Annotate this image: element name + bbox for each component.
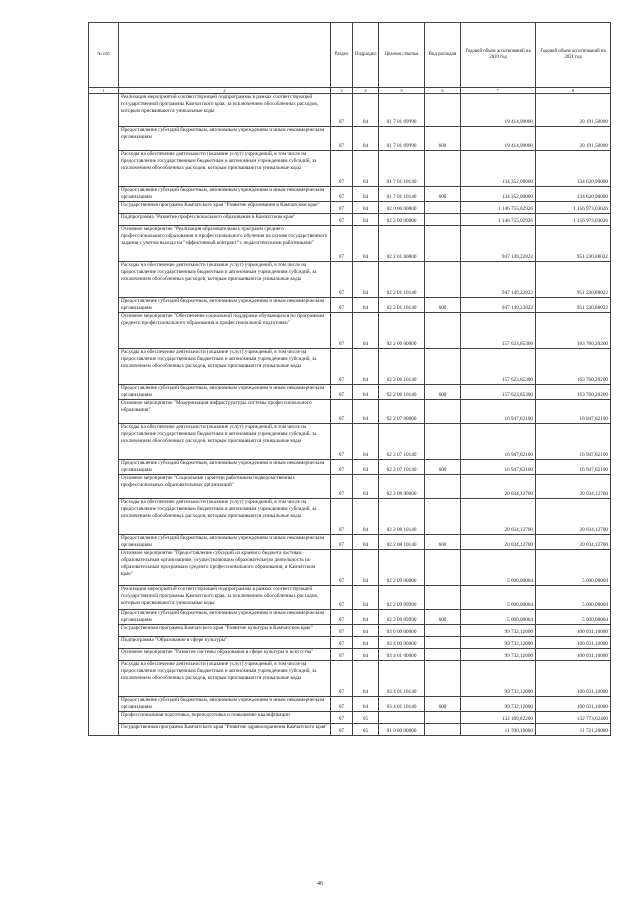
razdel-code: 07 (331, 385, 353, 400)
podrazdel-code: 04 (353, 151, 379, 187)
table-row (89, 499, 611, 535)
target-article-code: 02 2 06 00000 (379, 313, 425, 349)
table-row (89, 187, 611, 202)
item-name: Предоставление субсидий бюджетным, автономным учреждениям и иным некоммерческим организациям (119, 127, 331, 151)
podrazdel-code: 04 (353, 475, 379, 499)
expense-type-code: 600 (425, 127, 461, 151)
amount-2020: 20 034,12700 (461, 475, 536, 499)
razdel-code: 07 (331, 550, 353, 586)
amount-2020: 5 000,00004 (461, 550, 536, 586)
amount-2020: 11 700,10000 (461, 724, 536, 736)
expense-type-code: 600 (425, 610, 461, 625)
table-row (89, 661, 611, 697)
amount-2021: 100 031,16000 (536, 649, 611, 661)
podrazdel-code: 04 (353, 610, 379, 625)
podrazdel-code: 04 (353, 586, 379, 610)
amount-2020: 134 352,00000 (461, 151, 536, 187)
item-name: Расходы на обеспечение деятельности (оказание услуг) учреждений, в том числе на предоставление государственным бюджетным и автономным учреждениям субсидий, за исключением обособленных расходов, которым присваиваются уникальные коды (119, 424, 331, 460)
row-num-cell (89, 349, 119, 385)
column-number: 8 (536, 88, 611, 94)
podrazdel-code: 04 (353, 226, 379, 262)
table-row (89, 262, 611, 298)
razdel-code: 07 (331, 637, 353, 649)
item-name: Основное мероприятие "Обеспечение социальной поддержки обучающихся по программам среднего профессионального образования и профессиональной подготовки" (119, 313, 331, 349)
razdel-code: 07 (331, 400, 353, 424)
amount-2020: 134 352,00000 (461, 187, 536, 202)
podrazdel-code: 04 (353, 127, 379, 151)
expense-type-code (425, 724, 461, 736)
razdel-code: 07 (331, 94, 353, 127)
row-num-cell (89, 637, 119, 649)
target-article-code: 02 2 09 00000 (379, 550, 425, 586)
item-name: Предоставление субсидий бюджетным, автономным учреждениям и иным некоммерческим организациям (119, 298, 331, 313)
amount-2020: 16 947,82100 (461, 424, 536, 460)
row-num-cell (89, 550, 119, 586)
razdel-code: 07 (331, 610, 353, 625)
row-num-cell (89, 649, 119, 661)
podrazdel-code: 04 (353, 460, 379, 475)
header-podrazdel: Подраздел (353, 23, 379, 88)
expense-type-code (425, 424, 461, 460)
target-article-code: 02 2 08 00000 (379, 475, 425, 499)
row-num-cell (89, 202, 119, 214)
table-row (89, 202, 611, 214)
amount-2020: 157 623,85300 (461, 313, 536, 349)
amount-2021: 20 034,12700 (536, 499, 611, 535)
podrazdel-code: 04 (353, 637, 379, 649)
column-number: 7 (461, 88, 536, 94)
target-article-code: 02 2 08 10140 (379, 535, 425, 550)
target-article-code: 02 2 07 10140 (379, 424, 425, 460)
row-num-cell (89, 400, 119, 424)
column-number: 2 (119, 88, 331, 94)
target-article-code: 02 2 06 10140 (379, 349, 425, 385)
expense-type-code (425, 475, 461, 499)
podrazdel-code: 04 (353, 550, 379, 586)
podrazdel-code: 04 (353, 298, 379, 313)
target-article-code: 02 2 06 10140 (379, 385, 425, 400)
expense-type-code (425, 499, 461, 535)
amount-2020: 1 146 755,02926 (461, 202, 536, 214)
column-number: 6 (425, 88, 461, 94)
row-num-cell (89, 460, 119, 475)
amount-2020: 99 732,12000 (461, 697, 536, 712)
expense-type-code (425, 214, 461, 226)
razdel-code: 07 (331, 262, 353, 298)
podrazdel-code: 05 (353, 712, 379, 724)
item-name: Профессиональная подготовка, переподготовка и повышение квалификации (119, 712, 331, 724)
razdel-code: 07 (331, 649, 353, 661)
podrazdel-code: 04 (353, 535, 379, 550)
razdel-code: 07 (331, 586, 353, 610)
expense-type-code (425, 226, 461, 262)
row-num-cell (89, 697, 119, 712)
header-expense-type: Вид расходов (425, 23, 461, 88)
item-name: Государственная программа Камчатского края "Развитие здравоохранения Камчатского края" (119, 724, 331, 736)
header-target-article: Целевая статья (379, 23, 425, 88)
table-row (89, 649, 611, 661)
amount-2020: 157 623,85300 (461, 349, 536, 385)
target-article-code: 03 4 01 00000 (379, 649, 425, 661)
table-row (89, 226, 611, 262)
expense-type-code (425, 661, 461, 697)
column-number: 5 (379, 88, 425, 94)
row-num-cell (89, 712, 119, 724)
podrazdel-code: 04 (353, 661, 379, 697)
amount-2021: 100 031,16000 (536, 661, 611, 697)
amount-2021: 5 000,00004 (536, 610, 611, 625)
amount-2020: 157 623,85300 (461, 385, 536, 400)
expense-type-code (425, 400, 461, 424)
amount-2020: 132 189,82200 (461, 712, 536, 724)
row-num-cell (89, 625, 119, 637)
razdel-code: 07 (331, 202, 353, 214)
expense-type-code (425, 625, 461, 637)
table-row (89, 625, 611, 637)
razdel-code: 07 (331, 697, 353, 712)
table-row (89, 697, 611, 712)
amount-2021: 951 230,88022 (536, 226, 611, 262)
amount-2020: 16 947,82100 (461, 460, 536, 475)
amount-2021: 951 230,88022 (536, 298, 611, 313)
amount-2021: 1 156 973,03026 (536, 214, 611, 226)
item-name: Расходы на обеспечение деятельности (оказание услуг) учреждений, в том числе на предоставление государственным бюджетным и автономным учреждениям субсидий, за исключением обособленных расходов, которым присваиваются уникальные коды (119, 151, 331, 187)
row-num-cell (89, 610, 119, 625)
budget-table-sheet (88, 22, 610, 736)
razdel-code: 07 (331, 661, 353, 697)
expense-type-code: 600 (425, 187, 461, 202)
amount-2021: 20 034,12700 (536, 475, 611, 499)
target-article-code: 02 2 01 10140 (379, 262, 425, 298)
podrazdel-code: 04 (353, 385, 379, 400)
row-num-cell (89, 151, 119, 187)
expense-type-code: 600 (425, 298, 461, 313)
razdel-code: 07 (331, 712, 353, 724)
amount-2021: 5 000,00004 (536, 550, 611, 586)
expense-type-code (425, 313, 461, 349)
amount-2021: 100 031,16000 (536, 637, 611, 649)
table-row (89, 385, 611, 400)
razdel-code: 07 (331, 226, 353, 262)
table-row (89, 460, 611, 475)
target-article-code: 02 0 00 00000 (379, 202, 425, 214)
row-num-cell (89, 262, 119, 298)
razdel-code: 07 (331, 625, 353, 637)
row-num-cell (89, 385, 119, 400)
podrazdel-code: 04 (353, 400, 379, 424)
target-article-code: 02 2 08 10140 (379, 499, 425, 535)
amount-2020: 99 732,12000 (461, 637, 536, 649)
amount-2021: 100 031,16000 (536, 697, 611, 712)
amount-2021: 11 721,20000 (536, 724, 611, 736)
table-row (89, 586, 611, 610)
amount-2020: 99 732,12000 (461, 625, 536, 637)
razdel-code: 07 (331, 460, 353, 475)
expense-type-code: 600 (425, 697, 461, 712)
header-year-2020: Годовой объем ассигнований на 2020 год (461, 23, 536, 88)
target-article-code: 02 2 01 10140 (379, 298, 425, 313)
amount-2021: 1 156 973,03026 (536, 202, 611, 214)
row-num-cell (89, 214, 119, 226)
expense-type-code (425, 712, 461, 724)
target-article-code: 01 7 01 09990 (379, 94, 425, 127)
table-row (89, 724, 611, 736)
target-article-code: 03 4 01 10140 (379, 697, 425, 712)
target-article-code: 01 7 01 10140 (379, 151, 425, 187)
item-name: Основное мероприятие "Реализация образовательных программ среднего профессионального образования и профессионального обучения на основе государственного задания с учетом выхода на "эффективный контракт" с педагогическими работниками" (119, 226, 331, 262)
amount-2021: 16 947,82100 (536, 460, 611, 475)
amount-2020: 19 414,90000 (461, 94, 536, 127)
amount-2020: 19 414,90000 (461, 127, 536, 151)
header-name (119, 23, 331, 88)
item-name: Предоставление субсидий бюджетным, автономным учреждениям и иным некоммерческим организациям (119, 697, 331, 712)
item-name: Реализация мероприятий соответствующей подпрограммы в рамках соответствующей государственной программы Камчатского края, за исключением обособленных расходов, которым присваиваются уникальные коды (119, 586, 331, 610)
amount-2021: 132 773,62400 (536, 712, 611, 724)
row-num-cell (89, 313, 119, 349)
table-row (89, 151, 611, 187)
row-num-cell (89, 127, 119, 151)
item-name: Предоставление субсидий бюджетным, автономным учреждениям и иным некоммерческим организациям (119, 535, 331, 550)
expense-type-code: 600 (425, 535, 461, 550)
amount-2021: 16 947,82100 (536, 424, 611, 460)
expense-type-code (425, 262, 461, 298)
expense-type-code: 600 (425, 385, 461, 400)
item-name: Предоставление субсидий бюджетным, автономным учреждениям и иным некоммерческим организациям (119, 187, 331, 202)
header-razdel: Раздел (331, 23, 353, 88)
row-num-cell (89, 475, 119, 499)
amount-2021: 951 230,88022 (536, 262, 611, 298)
amount-2021: 163 760,20200 (536, 349, 611, 385)
table-row (89, 550, 611, 586)
expense-type-code (425, 151, 461, 187)
table-row (89, 535, 611, 550)
item-name: Основное мероприятие "Развитие системы образования в сфере культуры и искусства" (119, 649, 331, 661)
amount-2021: 20 034,12700 (536, 535, 611, 550)
row-num-cell (89, 724, 119, 736)
amount-2021: 5 000,00004 (536, 586, 611, 610)
expense-type-code (425, 649, 461, 661)
item-name: Основное мероприятие "Предоставление субсидий из краевого бюджета частным образовательным организациям, осуществляющим образовательную деятельность по образовательным программам среднего профессионального образования, в Камчатском крае" (119, 550, 331, 586)
amount-2020: 20 034,12700 (461, 499, 536, 535)
podrazdel-code: 04 (353, 94, 379, 127)
table-header-row (89, 23, 611, 88)
target-article-code: 02 2 01 00000 (379, 226, 425, 262)
razdel-code: 07 (331, 724, 353, 736)
table-row (89, 94, 611, 127)
expense-type-code (425, 550, 461, 586)
podrazdel-code: 04 (353, 262, 379, 298)
amount-2021: 163 760,20200 (536, 385, 611, 400)
amount-2020: 5 000,00004 (461, 610, 536, 625)
item-name: Предоставление субсидий бюджетным, автономным учреждениям и иным некоммерческим организациям (119, 385, 331, 400)
amount-2020: 20 034,12700 (461, 535, 536, 550)
item-name: Предоставление субсидий бюджетным, автономным учреждениям и иным некоммерческим организациям (119, 460, 331, 475)
table-row (89, 400, 611, 424)
razdel-code: 07 (331, 535, 353, 550)
podrazdel-code: 05 (353, 724, 379, 736)
table-row (89, 349, 611, 385)
item-name: Расходы на обеспечение деятельности (оказание услуг) учреждений, в том числе на предоставление государственным бюджетным и автономным учреждениям субсидий, за исключением обособленных расходов, которым присваиваются уникальные коды (119, 499, 331, 535)
item-name: Реализация мероприятий соответствующей подпрограммы в рамках соответствующей государственной программы Камчатского края, за исключением обособленных расходов, которым присваиваются уникальные коды (119, 94, 331, 127)
column-number: 4 (353, 88, 379, 94)
header-num: № п/п (89, 23, 119, 88)
razdel-code: 07 (331, 127, 353, 151)
target-article-code: 03 4 01 10140 (379, 661, 425, 697)
amount-2020: 5 000,00004 (461, 586, 536, 610)
amount-2020: 947 149,22822 (461, 298, 536, 313)
budget-table (88, 22, 611, 736)
podrazdel-code: 04 (353, 187, 379, 202)
target-article-code: 01 7 01 10140 (379, 187, 425, 202)
item-name: Основное мероприятие "Модернизация инфраструктуры системы профессионального образования" (119, 400, 331, 424)
amount-2021: 134 620,90000 (536, 151, 611, 187)
table-row (89, 424, 611, 460)
target-article-code: 03 4 00 00000 (379, 637, 425, 649)
podrazdel-code: 04 (353, 649, 379, 661)
razdel-code: 07 (331, 298, 353, 313)
expense-type-code (425, 349, 461, 385)
column-number: 3 (331, 88, 353, 94)
target-article-code: 02 2 07 10140 (379, 460, 425, 475)
razdel-code: 07 (331, 424, 353, 460)
item-name: Государственная программа Камчатского края "Развитие образования в Камчатском крае" (119, 202, 331, 214)
item-name: Подпрограмма "Развитие профессионального образования в Камчатском крае" (119, 214, 331, 226)
table-row (89, 214, 611, 226)
header-year-2021: Годовой объем ассигнований на 2021 год (536, 23, 611, 88)
podrazdel-code: 04 (353, 625, 379, 637)
table-row (89, 127, 611, 151)
amount-2021: 20 191,50000 (536, 94, 611, 127)
page-number: 46 (317, 881, 323, 887)
amount-2020: 99 732,12000 (461, 649, 536, 661)
expense-type-code (425, 202, 461, 214)
expense-type-code (425, 637, 461, 649)
amount-2020: 947 149,22822 (461, 262, 536, 298)
amount-2020: 99 732,12000 (461, 661, 536, 697)
row-num-cell (89, 298, 119, 313)
table-row (89, 610, 611, 625)
table-row (89, 298, 611, 313)
amount-2021: 134 620,90000 (536, 187, 611, 202)
target-article-code: 02 2 09 09990 (379, 610, 425, 625)
amount-2020: 947 149,22822 (461, 226, 536, 262)
target-article-code: 02 2 09 09990 (379, 586, 425, 610)
expense-type-code (425, 586, 461, 610)
row-num-cell (89, 226, 119, 262)
table-row (89, 712, 611, 724)
podrazdel-code: 04 (353, 214, 379, 226)
row-num-cell (89, 187, 119, 202)
item-name: Расходы на обеспечение деятельности (оказание услуг) учреждений, в том числе на предоставление государственным бюджетным и автономным учреждениям субсидий, за исключением обособленных расходов, которым присваиваются уникальные коды (119, 349, 331, 385)
item-name: Расходы на обеспечение деятельности (оказание услуг) учреждений, в том числе на предоставление государственным бюджетным и автономным учреждениям субсидий, за исключением обособленных расходов, которым присваиваются уникальные коды (119, 661, 331, 697)
podrazdel-code: 04 (353, 202, 379, 214)
podrazdel-code: 04 (353, 424, 379, 460)
amount-2021: 20 191,50000 (536, 127, 611, 151)
expense-type-code: 600 (425, 460, 461, 475)
target-article-code: 02 2 00 00000 (379, 214, 425, 226)
row-num-cell (89, 586, 119, 610)
item-name: Государственная программа Камчатского края "Развитие культуры в Камчатском крае" (119, 625, 331, 637)
target-article-code: 02 2 07 00000 (379, 400, 425, 424)
row-num-cell (89, 424, 119, 460)
razdel-code: 07 (331, 313, 353, 349)
row-num-cell (89, 661, 119, 697)
item-name: Подпрограмма "Образование в сфере культуры" (119, 637, 331, 649)
podrazdel-code: 04 (353, 349, 379, 385)
table-row (89, 313, 611, 349)
item-name: Предоставление субсидий бюджетным, автономным учреждениям и иным некоммерческим организациям (119, 610, 331, 625)
amount-2021: 163 760,20200 (536, 313, 611, 349)
razdel-code: 07 (331, 349, 353, 385)
razdel-code: 07 (331, 187, 353, 202)
column-number: 1 (89, 88, 119, 94)
row-num-cell (89, 535, 119, 550)
target-article-code: 03 0 00 00000 (379, 625, 425, 637)
razdel-code: 07 (331, 499, 353, 535)
razdel-code: 07 (331, 214, 353, 226)
target-article-code: 01 7 01 09990 (379, 127, 425, 151)
podrazdel-code: 04 (353, 499, 379, 535)
target-article-code: 01 0 00 00000 (379, 724, 425, 736)
table-row (89, 475, 611, 499)
target-article-code (379, 712, 425, 724)
razdel-code: 07 (331, 475, 353, 499)
row-num-cell (89, 94, 119, 127)
amount-2020: 1 146 755,02926 (461, 214, 536, 226)
podrazdel-code: 04 (353, 697, 379, 712)
razdel-code: 07 (331, 151, 353, 187)
amount-2020: 16 947,82100 (461, 400, 536, 424)
item-name: Основное мероприятие "Социальные гарантии работникам подведомственных профессиональных образовательных организаций" (119, 475, 331, 499)
row-num-cell (89, 499, 119, 535)
amount-2021: 100 031,16000 (536, 625, 611, 637)
table-row (89, 637, 611, 649)
item-name: Расходы на обеспечение деятельности (оказание услуг) учреждений, в том числе на предоставление государственным бюджетным и автономным учреждениям субсидий, за исключением обособленных расходов, которым присваиваются уникальные коды (119, 262, 331, 298)
podrazdel-code: 04 (353, 313, 379, 349)
expense-type-code (425, 94, 461, 127)
amount-2021: 16 947,82100 (536, 400, 611, 424)
